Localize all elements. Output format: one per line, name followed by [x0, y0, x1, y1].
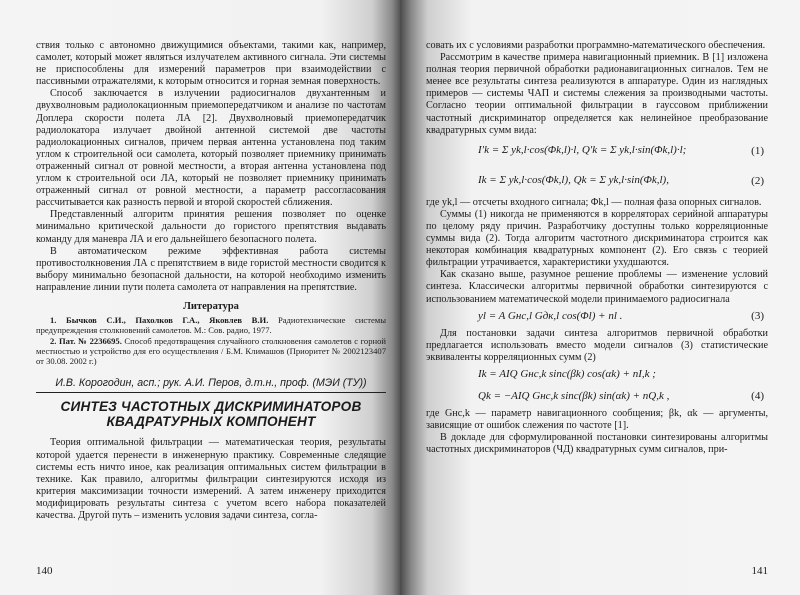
reference-2 [36, 336, 386, 367]
equation-4b-formula: Qk = −AIQ Gнс,k sinc(βk) sin(αk) + nQ,k , [478, 389, 670, 402]
report-paragraph: В докладе для сформулированной постановки синтезированы алгоритмы частотных дискриминаторов (ЧД) квадратурных сумм сигналов, при- [426, 432, 768, 456]
equation-1-number: (1) [751, 144, 764, 157]
statement-paragraph: Для постановки задачи синтеза алгоритмов первичной обработки предлагается использовать вместо модели сигналов (3) статистические эквиваленты корреляционных сумм (2) [426, 327, 768, 363]
equation-3-number: (3) [751, 309, 764, 322]
theory-paragraph: Теория оптимальной фильтрации — математическая теория, результаты которой удается перенести в инженерную практику. Современные следящие системы есть ничто иное, как реализация оптимальных систем фильтрации в технике. Как правило, алгоритмы фильтрации синтезируются исходя из критерия максимизации точности измерений. А затем инженеру приходится модифицировать результаты синтеза с учетом всего набора показателей качества. Другой путь – изменить условия задачи синтеза, согла- [36, 437, 386, 522]
right-page [400, 0, 800, 595]
receiver-paragraph: Рассмотрим в качестве примера навигационный приемник. В [1] изложена полная теория первичной обработки радионавигационных сигналов. Тем не менее все результаты синтеза реализуются в аппаратуре. Один из наглядных примеров — системы ЧАП и системы слежения за производными частоты. Согласно теории оптимальной фильтрации в гауссовом приближении частотный дискриминатор определяется как нелинейное преобразование квадратурных сумм вида: [426, 52, 768, 136]
automatic-mode-paragraph: В автоматическом режиме эффективная работа системы противостолкновения ЛА с препятствием в виде гористой местности сводится к выбору минимально безопасной дальности, на которой необходимо изменить направление линии пути полета самолета от направления на препятствие. [36, 245, 386, 293]
equation-3 [426, 306, 768, 328]
equation-4a-formula: Ik = AIQ Gнс,k sinc(βk) cos(αk) + nI,k ; [478, 367, 656, 380]
equation-2-number: (2) [751, 174, 764, 187]
equation-4b [426, 386, 768, 408]
equation-4a [426, 364, 768, 386]
reference-1 [36, 315, 386, 336]
article-title: СИНТЕЗ ЧАСТОТНЫХ ДИСКРИМИНАТОРОВ КВАДРАТУРНЫХ КОМПОНЕНТ [60, 399, 362, 430]
reference-2-patent: 2. Пат. № 2236695. [50, 335, 122, 346]
article-authors: И.В. Корогодин, асп.; рук. А.И. Перов, д.т.н., проф. (МЭИ (ТУ)) [36, 377, 386, 393]
method-paragraph: Способ заключается в излучении радиосигналов двухантенным и двухволновым радиолокационным приемопередатчиком и анализе по частотам Доплера скорости полета ЛА [2]. Двухволновый приемопередатчик радиолокатора излучает двойной антенной системой две частоты радиолокационных сигналов, причем первая антенна установлена под таким углом к строительной оси самолета, который позволяет приемнику принимать отраженный сигнал от ровной местности, а вторая антенна установлена под углом к строительной оси ЛА, который не позволяет приемнику принимать отраженный сигнал от ровной местности, а параметр рассогласования рассчитывается как разность первой и второй скоростей сближения. [36, 88, 386, 209]
continuation-paragraph: совать их с условиями разработки программно-математического обеспечения. [426, 40, 766, 51]
page-number-right: 141 [751, 565, 768, 577]
equation-3-formula: yl = A Gнс,l Gдк,l cos(Φl) + nl . [478, 309, 623, 322]
equation-4-number: (4) [751, 389, 764, 402]
literature-heading: Литература [183, 300, 239, 312]
equation-1-formula: I′k = Σ yk,l·cos(Φk,l)·l, Q′k = Σ yk,l·sin(Φk,l)·l; [478, 143, 687, 156]
synthesis-paragraph: Как сказано выше, разумное решение проблемы — изменение условий синтеза. Классически алгоритмы первичной обработки синтезируются с использованием математической модели принимаемого радиосигнала [426, 269, 768, 305]
reference-1-details: Радиотехнические системы предупреждения столкновений самолетов. М.: Сов. радио, 1977. [36, 314, 386, 336]
reference-1-authors: 1. Бычков С.И., Пахолков Г.А., Яковлев В.И. [50, 314, 269, 325]
equation-1 [426, 137, 768, 167]
equation-2 [426, 167, 768, 197]
parameters-paragraph: где Gнс,k — параметр навигационного сообщения; βk, αk — аргументы, зависящие от ошибок слежения по частоте [1]. [426, 407, 768, 431]
intro-paragraph: ствия только с автономно движущимися объектами, такими как, например, самолет, который может являться излучателем активного сигнала. Эти системы не приспособлены для измерений параметров при взаимодействии с пассивными отражателями, к которым относится и горная земная поверхность. [36, 40, 386, 88]
samples-paragraph: где yk,l — отсчеты входного сигнала; Φk,l — полная фаза опорных сигналов. [426, 196, 762, 208]
algorithm-paragraph: Представленный алгоритм принятия решения позволяет по оценке минимально критической дальности до гористого препятствия выдавать команду для маневра ЛА и его дальнейшего безопасного полета. [36, 209, 386, 245]
equation-2-formula: Ik = Σ yk,l·cos(Φk,l), Qk = Σ yk,l·sin(Φk,l), [478, 173, 669, 186]
page-number-left: 140 [36, 565, 53, 577]
reference-2-details: Способ предотвращения случайного столкновения самолетов с горной местностью и устройство для его осуществления / Б.М. Климашов (Приоритет № 2002123407 от 30.08. 2002 г.) [36, 335, 386, 367]
sums-paragraph: Суммы (1) никогда не применяются в корреляторах серийной аппаратуры по целому ряду причин. Разработчику доступны только корреляционные суммы вида (2). Тогда алгоритм частотного дискриминатора строится как некоторая комбинация квадратурных компонент (2). Его связь с теорией фильтрации утрачивается, характеристики ухудшаются. [426, 208, 768, 269]
